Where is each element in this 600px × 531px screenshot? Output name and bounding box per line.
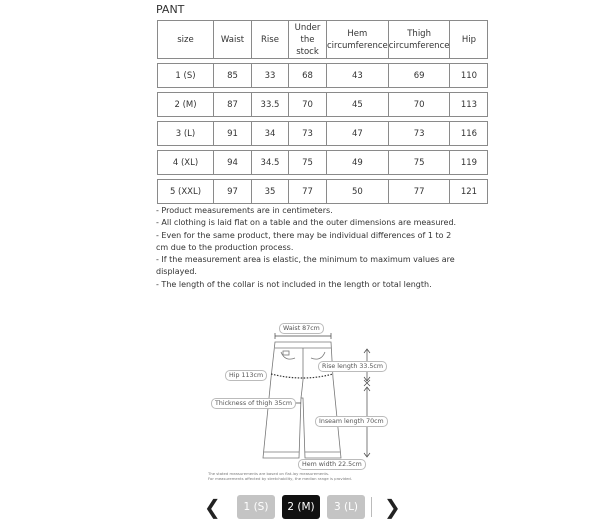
table-cell: 45 [327, 93, 389, 117]
table-row [158, 122, 488, 146]
table-cell: 47 [327, 122, 389, 146]
col-header-waist: Waist [214, 21, 252, 59]
table-cell: 110 [450, 64, 488, 88]
note-line: - If the measurement area is elastic, the minimum to maximum values are displayed. [156, 255, 455, 277]
table-cell: 69 [388, 64, 450, 88]
measurement-notes [156, 205, 456, 291]
table-cell: 3 (L) [158, 122, 214, 146]
table-cell: 33.5 [252, 93, 289, 117]
chevron-left-icon[interactable]: ❮ [204, 495, 221, 519]
table-header-row [158, 21, 488, 59]
table-cell: 73 [289, 122, 327, 146]
tab-divider [371, 497, 372, 517]
thigh-label: Thickness of thigh 35cm [211, 398, 296, 409]
col-header-rise: Rise [252, 21, 289, 59]
table-cell: 50 [327, 180, 389, 204]
pants-measurement-diagram [205, 318, 400, 485]
note-line: - Product measurements are in centimeters. [156, 206, 333, 215]
table-cell: 121 [450, 180, 488, 204]
table-cell: 4 (XL) [158, 151, 214, 175]
hip-label: Hip 113cm [225, 370, 267, 381]
note-line: - All clothing is laid flat on a table and the outer dimensions are measured. [156, 218, 457, 228]
table-cell: 73 [388, 122, 450, 146]
table-cell: 49 [327, 151, 389, 175]
table-cell: 43 [327, 64, 389, 88]
table-cell: 70 [388, 93, 450, 117]
col-header-size: size [158, 21, 214, 59]
table-cell: 68 [289, 64, 327, 88]
table-row [158, 151, 488, 175]
table-cell: 75 [388, 151, 450, 175]
table-cell: 87 [214, 93, 252, 117]
table-row [158, 93, 488, 117]
hem-label: Hem width 22.5cm [298, 459, 366, 470]
table-cell: 2 (M) [158, 93, 214, 117]
table-cell: 113 [450, 93, 488, 117]
table-cell: 70 [289, 93, 327, 117]
table-cell: 85 [214, 64, 252, 88]
chevron-right-icon[interactable]: ❯ [384, 495, 401, 519]
col-header-hem: Hem circumference [327, 21, 389, 59]
table-cell: 97 [214, 180, 252, 204]
col-header-hip: Hip [450, 21, 488, 59]
col-header-thigh: Thigh circumference [388, 21, 450, 59]
table-cell: 75 [289, 151, 327, 175]
table-cell: 119 [450, 151, 488, 175]
inseam-label: Inseam length 70cm [315, 416, 388, 427]
size-tab-3[interactable]: 3 (L) [327, 495, 365, 519]
table-cell: 94 [214, 151, 252, 175]
table-cell: 34.5 [252, 151, 289, 175]
size-tab-1[interactable]: 1 (S) [237, 495, 275, 519]
table-cell: 77 [289, 180, 327, 204]
table-cell: 35 [252, 180, 289, 204]
waist-label: Waist 87cm [279, 323, 324, 334]
diagram-fine-print: For measurements affected by stretchability, the median range is provided. [208, 476, 353, 481]
size-tab-2[interactable]: 2 (M) [282, 495, 320, 519]
table-cell: 77 [388, 180, 450, 204]
note-line: - Even for the same product, there may be individual differences of 1 to 2 cm due to the production process. [156, 230, 452, 252]
table-row [158, 64, 488, 88]
col-header-under-stock: Under the stock [289, 21, 327, 59]
table-cell: 1 (S) [158, 64, 214, 88]
rise-label: Rise length 33.5cm [318, 361, 387, 372]
page-title: PANT [156, 3, 185, 16]
table-cell: 33 [252, 64, 289, 88]
table-cell: 5 (XXL) [158, 180, 214, 204]
size-table [157, 20, 488, 204]
note-line: - The length of the collar is not included in the length or total length. [156, 279, 432, 289]
table-cell: 116 [450, 122, 488, 146]
table-cell: 91 [214, 122, 252, 146]
table-row [158, 180, 488, 204]
diagram-fine-print: The stated measurements are based on flat-lay measurements. [208, 471, 330, 476]
table-cell: 34 [252, 122, 289, 146]
